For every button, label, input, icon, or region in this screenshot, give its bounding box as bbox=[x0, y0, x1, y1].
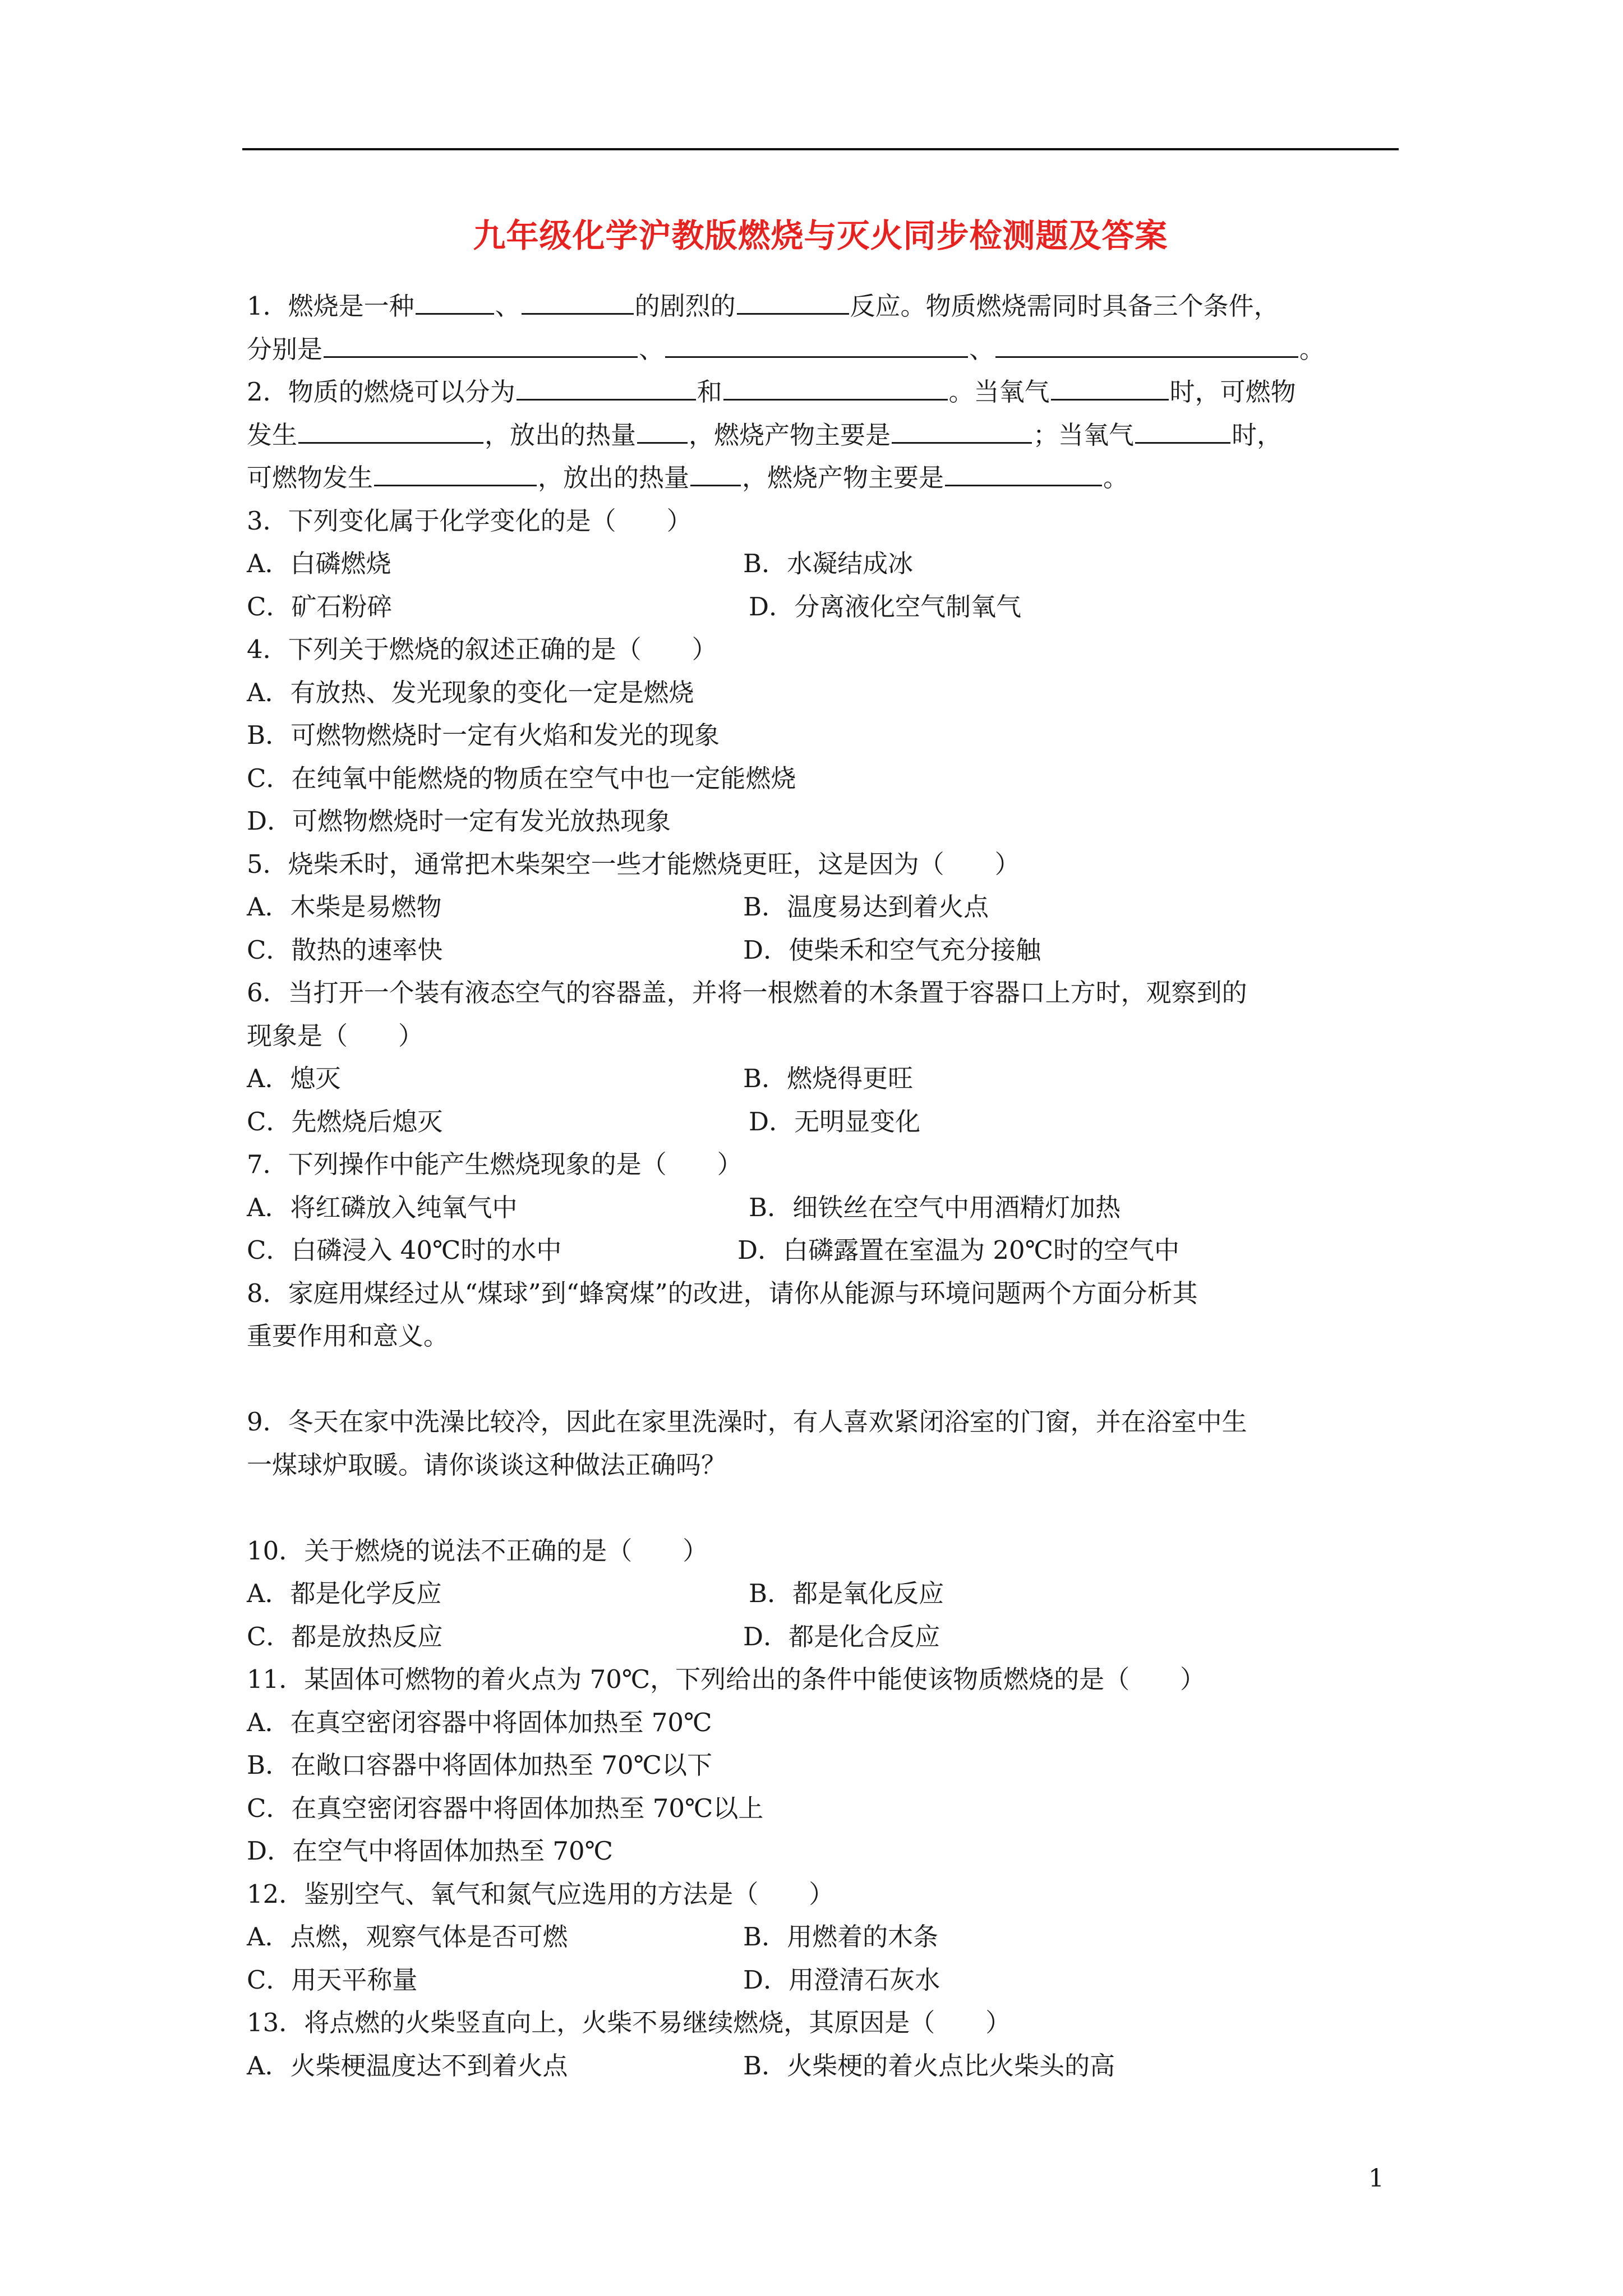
q2-text: 。 bbox=[1103, 463, 1129, 493]
q2-text: ，燃烧产物主要是 bbox=[742, 463, 944, 493]
q6-row2 bbox=[247, 1101, 1402, 1144]
q2-line2 bbox=[247, 414, 1402, 457]
q1-text: 反应。物质燃烧需同时具备三个条件， bbox=[850, 291, 1279, 321]
q13-option-a: A．火柴梗温度达不到着火点 bbox=[247, 2050, 568, 2081]
q10-row1 bbox=[247, 1572, 1402, 1616]
q10-stem: 10．关于燃烧的说法不正确的是（ ） bbox=[247, 1535, 708, 1566]
q1-text: 、 bbox=[969, 334, 995, 364]
answer-blank bbox=[995, 328, 1298, 358]
q3-row2 bbox=[247, 586, 1402, 629]
q1-text: 、 bbox=[495, 291, 520, 321]
document-title: 九年级化学沪教版燃烧与灭火同步检测题及答案 bbox=[473, 217, 1168, 255]
q10-option-b: B．都是氧化反应 bbox=[749, 1579, 944, 1608]
q1-line2 bbox=[247, 328, 1402, 371]
q2-text: 发生 bbox=[247, 420, 298, 450]
q12-stem: 12．鉴别空气、氧气和氮气应选用的方法是（ ） bbox=[247, 1879, 834, 1909]
q7-option-d: D．白磷露置在室温为 20℃时的空气中 bbox=[737, 1235, 1179, 1265]
q10-option-d: D．都是化合反应 bbox=[743, 1621, 940, 1651]
q8-line1: 8．家庭用煤经过从“煤球”到“蜂窝煤”的改进，请你从能源与环境问题两个方面分析其 bbox=[247, 1278, 1198, 1308]
q5-option-c: C．散热的速率快 bbox=[247, 935, 443, 965]
answer-blank bbox=[1135, 414, 1230, 444]
q7-option-b: B．细铁丝在空气中用酒精灯加热 bbox=[749, 1192, 1121, 1222]
q2-text: 时，可燃物 bbox=[1169, 377, 1296, 407]
q7-option-a: A．将红磷放入纯氧气中 bbox=[247, 1192, 518, 1222]
q7-option-c: C．白磷浸入 40℃时的水中 bbox=[247, 1235, 562, 1265]
q12-option-c: C．用天平称量 bbox=[247, 1964, 418, 1995]
q6-option-b: B．燃烧得更旺 bbox=[743, 1064, 914, 1093]
answer-blank bbox=[416, 285, 494, 315]
q7-stem: 7．下列操作中能产生燃烧现象的是（ ） bbox=[247, 1149, 743, 1179]
q2-text: 。当氧气 bbox=[948, 377, 1050, 407]
q6-option-c: C．先燃烧后熄灭 bbox=[247, 1106, 443, 1137]
q2-text: ，放出的热量 bbox=[485, 420, 637, 450]
q4-option-a: A．有放热、发光现象的变化一定是燃烧 bbox=[247, 677, 694, 707]
q3-option-a: A．白磷燃烧 bbox=[247, 549, 391, 578]
q5-option-a: A．木柴是易燃物 bbox=[247, 892, 442, 922]
q6-stem-line1: 6．当打开一个装有液态空气的容器盖，并将一根燃着的木条置于容器口上方时，观察到的 bbox=[247, 978, 1247, 1007]
q2-line1 bbox=[247, 371, 1402, 414]
q11-option-c: C．在真空密闭容器中将固体加热至 70℃以上 bbox=[247, 1793, 764, 1823]
answer-blank bbox=[737, 285, 849, 315]
answer-space bbox=[247, 1358, 1402, 1401]
q1-text: 的剧烈的 bbox=[634, 291, 736, 321]
q1-text: 分别是 bbox=[247, 334, 323, 364]
q6-stem-line2: 现象是（ ） bbox=[247, 1020, 424, 1051]
q5-stem: 5．烧柴禾时，通常把木柴架空一些才能燃烧更旺，这是因为（ ） bbox=[247, 849, 1020, 879]
answer-blank bbox=[298, 414, 483, 444]
q2-text: 2．物质的燃烧可以分为 bbox=[247, 377, 515, 407]
q1-text: 。 bbox=[1299, 334, 1325, 364]
q1-text: 、 bbox=[639, 334, 665, 364]
q2-text: ；当氧气 bbox=[1033, 420, 1135, 450]
q2-text: 时， bbox=[1232, 420, 1283, 450]
q7-row2 bbox=[247, 1229, 1402, 1272]
answer-blank bbox=[690, 457, 741, 486]
q9-line2: 一煤球炉取暖。请你谈谈这种做法正确吗？ bbox=[247, 1450, 727, 1480]
q10-option-a: A．都是化学反应 bbox=[247, 1579, 442, 1608]
page-number: 1 bbox=[1368, 2164, 1384, 2193]
q2-text: 和 bbox=[697, 377, 722, 407]
answer-blank bbox=[1051, 371, 1169, 401]
q9-line1: 9．冬天在家中洗澡比较冷，因此在家里洗澡时，有人喜欢紧闭浴室的门窗，并在浴室中生 bbox=[247, 1407, 1247, 1437]
q12-option-b: B．用燃着的木条 bbox=[743, 1922, 939, 1952]
q12-option-a: A．点燃，观察气体是否可燃 bbox=[247, 1922, 568, 1952]
q2-text: ，放出的热量 bbox=[538, 463, 690, 493]
q12-row1 bbox=[247, 1916, 1402, 1959]
q13-option-b: B．火柴梗的着火点比火柴头的高 bbox=[743, 2050, 1115, 2081]
q7-row1 bbox=[247, 1186, 1402, 1230]
answer-blank bbox=[374, 457, 537, 486]
q5-row1 bbox=[247, 886, 1402, 929]
answer-space bbox=[247, 1487, 1402, 1530]
q5-option-b: B．温度易达到着火点 bbox=[743, 892, 989, 922]
q11-stem: 11．某固体可燃物的着火点为 70℃，下列给出的条件中能使该物质燃烧的是（ ） bbox=[247, 1664, 1206, 1694]
q4-option-c: C．在纯氧中能燃烧的物质在空气中也一定能燃烧 bbox=[247, 763, 796, 793]
question-list bbox=[247, 285, 1402, 2087]
q8-line2: 重要作用和意义。 bbox=[247, 1321, 449, 1351]
q11-option-a: A．在真空密闭容器中将固体加热至 70℃ bbox=[247, 1707, 712, 1737]
answer-blank bbox=[665, 328, 968, 358]
q12-row2 bbox=[247, 1959, 1402, 2002]
q3-option-b: B．水凝结成冰 bbox=[743, 549, 914, 578]
q12-option-d: D．用澄清石灰水 bbox=[743, 1964, 940, 1995]
answer-blank bbox=[522, 285, 634, 315]
q5-option-d: D．使柴禾和空气充分接触 bbox=[743, 935, 1041, 965]
q4-option-b: B．可燃物燃烧时一定有火焰和发光的现象 bbox=[247, 720, 720, 750]
answer-blank bbox=[324, 328, 638, 358]
q1-text: 1．燃烧是一种 bbox=[247, 291, 414, 321]
q3-row1 bbox=[247, 542, 1402, 586]
q5-row2 bbox=[247, 929, 1402, 972]
answer-blank bbox=[945, 457, 1102, 486]
q3-option-c: C．矿石粉碎 bbox=[247, 591, 393, 622]
q13-stem: 13．将点燃的火柴竖直向上，火柴不易继续燃烧，其原因是（ ） bbox=[247, 2008, 1011, 2037]
q6-option-a: A．熄灭 bbox=[247, 1064, 341, 1093]
answer-blank bbox=[637, 414, 688, 444]
answer-blank bbox=[517, 371, 696, 401]
q13-row1 bbox=[247, 2045, 1402, 2088]
q2-text: ，燃烧产物主要是 bbox=[689, 420, 891, 450]
q10-row2 bbox=[247, 1616, 1402, 1659]
q4-stem: 4．下列关于燃烧的叙述正确的是（ ） bbox=[247, 634, 717, 664]
q2-text: 可燃物发生 bbox=[247, 463, 374, 493]
q3-option-d: D．分离液化空气制氧气 bbox=[749, 591, 1022, 622]
q6-option-d: D．无明显变化 bbox=[749, 1106, 921, 1137]
q4-option-d: D．可燃物燃烧时一定有发光放热现象 bbox=[247, 806, 671, 836]
header-rule bbox=[242, 148, 1399, 150]
answer-blank bbox=[892, 414, 1032, 444]
q11-option-b: B．在敞口容器中将固体加热至 70℃以下 bbox=[247, 1750, 712, 1780]
q1-line1 bbox=[247, 285, 1402, 328]
answer-blank bbox=[723, 371, 948, 401]
q2-line3 bbox=[247, 457, 1402, 500]
q11-option-d: D．在空气中将固体加热至 70℃ bbox=[247, 1836, 613, 1866]
q6-row1 bbox=[247, 1057, 1402, 1101]
q3-stem: 3．下列变化属于化学变化的是（ ） bbox=[247, 505, 692, 536]
q10-option-c: C．都是放热反应 bbox=[247, 1621, 443, 1651]
